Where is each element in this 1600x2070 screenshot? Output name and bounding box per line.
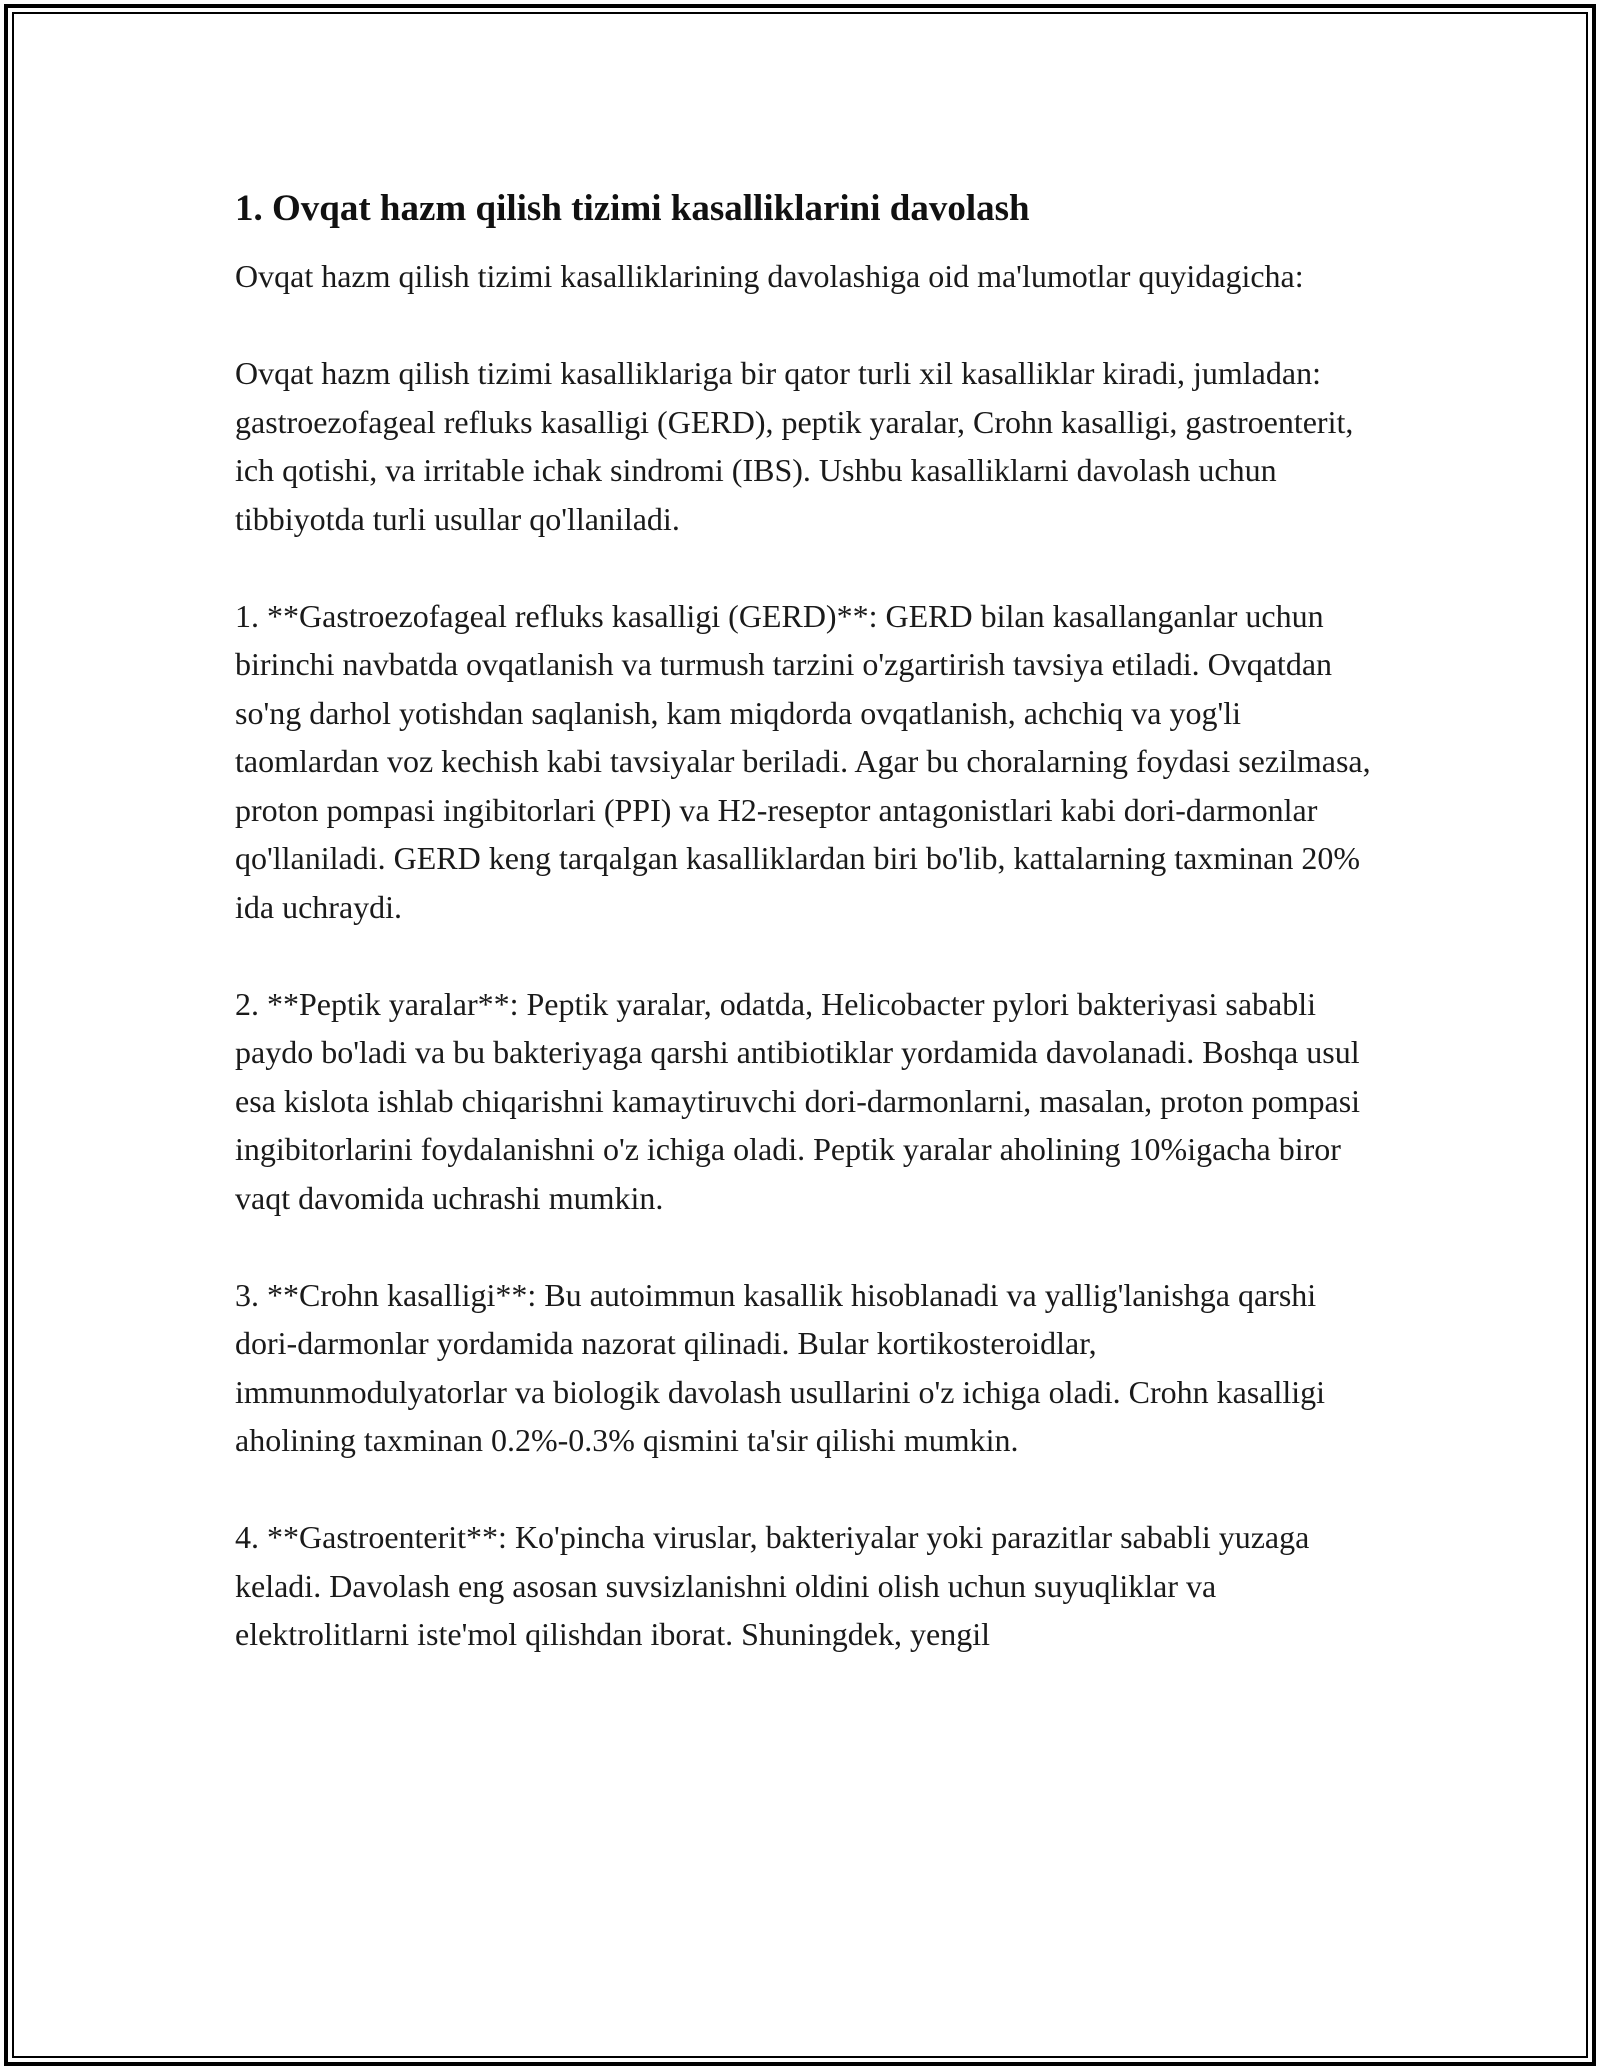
gastroenteritis-paragraph: 4. **Gastroenterit**: Ko'pincha viruslar, bakteriyalar yoki parazitlar sababli yuzaga keladi. Davolash eng asosan suvsizlanishni oldini olish uchun suyuqliklar va elektrolitlarni iste'mol qilishdan iborat. Shuningdek, yengil — [235, 1519, 1310, 1652]
crohn-paragraph: 3. **Crohn kasalligi**: Bu autoimmun kasallik hisoblanadi va yallig'lanishga qarshi dori-darmonlar yordamida nazorat qilinadi. Bular kortikosteroidlar, immunmodulyatorlar va biologik davolash usullarini o'z ichiga oladi. Crohn kasalligi aholining taxminan 0.2%-0.3% qismini ta'sir qilishi mumkin. — [235, 1276, 1326, 1458]
document-title: 1. Ovqat hazm qilish tizimi kasalliklarini davolash — [235, 188, 1030, 229]
intro-paragraph: Ovqat hazm qilish tizimi kasalliklarining davolashiga oid ma'lumotlar quyidagicha: — [235, 258, 1304, 294]
gerd-paragraph: 1. **Gastroezofageal refluks kasalligi (GERD)**: GERD bilan kasallanganlar uchun birinchi navbatda ovqatlanish va turmush tarzini o'zgartirish tavsiya etiladi. Ovqatdan so'ng darhol yotishdan saqlanish, kam miqdorda ovqatlanish, achchiq va yog'li taomlardan voz kechish kabi tavsiyalar beriladi. Agar bu choralarning foydasi sezilmasa, proton pompasi ingibitorlari (PPI) va H2-reseptor antagonistlari kabi dori-darmonlar qo'llaniladi. GERD keng tarqalgan kasalliklardan biri bo'lib, kattalarning taxminan 20% ida uchraydi. — [235, 597, 1371, 925]
document-body — [235, 186, 1375, 1707]
overview-paragraph: Ovqat hazm qilish tizimi kasalliklariga bir qator turli xil kasalliklar kiradi, jumladan: gastroezofageal refluks kasalligi (GERD), peptik yaralar, Crohn kasalligi, gastroenterit, ich qotishi, va irritable ichak sindromi (IBS). Ushbu kasalliklarni davolash uchun tibbiyotda turli usullar qo'llaniladi. — [235, 355, 1354, 537]
peptic-ulcer-paragraph: 2. **Peptik yaralar**: Peptik yaralar, odatda, Helicobacter pylori bakteriyasi sababli paydo bo'ladi va bu bakteriyaga qarshi antibiotiklar yordamida davolanadi. Boshqa usul esa kislota ishlab chiqarishni kamaytiruvchi dori-darmonlarni, masalan, proton pompasi ingibitorlarini foydalanishni o'z ichiga oladi. Peptik yaralar aholining 10%igacha biror vaqt davomida uchrashi mumkin. — [235, 985, 1361, 1216]
